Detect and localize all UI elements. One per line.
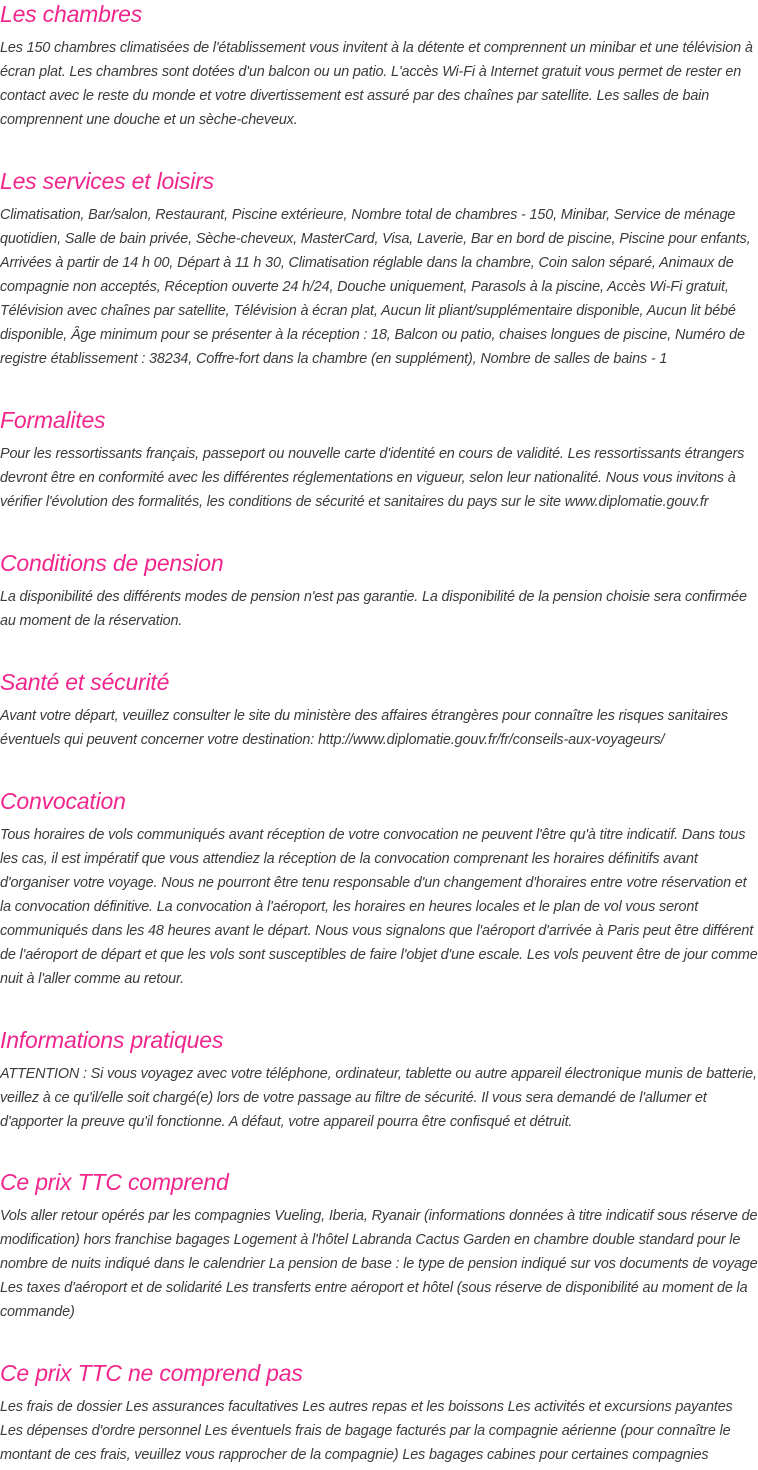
section-title-price-includes: Ce prix TTC comprend	[0, 1169, 229, 1195]
section-body-formalities: Pour les ressortissants français, passeport ou nouvelle carte d'identité en cours de validité. Les ressortissants étrangers devront être en conformité avec les différentes réglementations en vigueur, selon leur nationalité. Nous vous invitons à vérifier l'évolution des formalités, les conditions de sécurité et sanitaires du pays sur le site www.diplomatie.gouv.fr	[0, 446, 745, 510]
section-body-services: Climatisation, Bar/salon, Restaurant, Piscine extérieure, Nombre total de chambres - 150, Minibar, Service de ménage quotidien, Salle de bain privée, Sèche-cheveux, MasterCard, Visa, Laverie, Bar en bord de piscine, Piscine pour enfants, Arrivées à partir de 14 h 00, Départ à 11 h 30, Climatisation réglable dans la chambre, Coin salon séparé, Animaux de compagnie non acceptés, Réception ouverte 24 h/24, Douche uniquement, Parasols à la piscine, Accès Wi-Fi gratuit, Télévision avec chaînes par satellite, Télévision à écran plat, Aucun lit pliant/supplémentaire disponible, Aucun lit bébé disponible, Âge minimum pour se présenter à la réception : 18, Balcon ou patio, chaises longues de piscine, Numéro de registre établissement : 38234, Coffre-fort dans la chambre (en supplément), Nombre de salles de bains - 1	[0, 207, 751, 367]
section-title-rooms: Les chambres	[0, 1, 143, 27]
section-body-practical-info: ATTENTION : Si vous voyagez avec votre téléphone, ordinateur, tablette ou autre appareil électronique munis de batterie, veillez à ce qu'il/elle soit chargé(e) lors de votre passage au filtre de sécurité. Il vous sera demandé de l'allumer et d'apporter la preuve qu'il fonctionne. A défaut, votre appareil pourra être confisqué et détruit.	[0, 1066, 757, 1130]
section-services	[0, 167, 758, 371]
section-price-includes	[0, 1168, 758, 1324]
section-body-board-conditions: La disponibilité des différents modes de pension n'est pas garantie. La disponibilité de la pension choisie sera confirmée au moment de la réservation.	[0, 589, 747, 629]
section-title-price-excludes: Ce prix TTC ne comprend pas	[0, 1360, 303, 1386]
section-title-convocation: Convocation	[0, 788, 126, 814]
section-title-health-safety: Santé et sécurité	[0, 669, 170, 695]
section-body-health-safety: Avant votre départ, veuillez consulter le site du ministère des affaires étrangères pour connaître les risques sanitaires éventuels qui peuvent concerner votre destination: http://www.diplomatie.gouv.fr/fr/conseils-aux-voyageurs/	[0, 708, 728, 748]
section-title-formalities: Formalites	[0, 407, 106, 433]
section-body-price-excludes: Les frais de dossier Les assurances facultatives Les autres repas et les boissons Les activités et excursions payantes Les dépenses d'ordre personnel Les éventuels frais de bagage facturés par la compagnie aérienne (pour connaître le montant de ces frais, veuillez vous rapprocher de la compagnie) Les bagages cabines pour certaines compagnies	[0, 1399, 733, 1463]
section-health-safety	[0, 668, 758, 752]
section-rooms	[0, 0, 758, 132]
section-title-services: Les services et loisirs	[0, 168, 214, 194]
section-body-price-includes: Vols aller retour opérés par les compagnies Vueling, Iberia, Ryanair (informations données à titre indicatif sous réserve de modification) hors franchise bagages Logement à l'hôtel Labranda Cactus Garden en chambre double standard pour le nombre de nuits indiqué dans le calendrier La pension de base : le type de pension indiqué sur vos documents de voyage Les taxes d'aéroport et de solidarité Les transferts entre aéroport et hôtel (sous réserve de disponibilité au moment de la commande)	[0, 1208, 758, 1320]
section-body-rooms: Les 150 chambres climatisées de l'établissement vous invitent à la détente et comprennent un minibar et une télévision à écran plat. Les chambres sont dotées d'un balcon ou un patio. L'accès Wi-Fi à Internet gratuit vous permet de rester en contact avec le reste du monde et votre divertissement est assuré par des chaînes par satellite. Les salles de bain comprennent une douche et un sèche-cheveux.	[0, 40, 753, 128]
section-price-excludes	[0, 1359, 758, 1467]
section-body-convocation: Tous horaires de vols communiqués avant réception de votre convocation ne peuvent l'être qu'à titre indicatif. Dans tous les cas, il est impératif que vous attendiez la réception de la convocation comprenant les horaires définitifs avant d'organiser votre voyage. Nous ne pourront être tenu responsable d'un changement d'horaires entre votre réservation et la convocation définitive. La convocation à l'aéroport, les horaires en heures locales et le plan de vol vous seront communiqués dans les 48 heures avant le départ. Nous vous signalons que l'aéroport d'arrivée à Paris peut être différent de l'aéroport de départ et que les vols sont susceptibles de faire l'objet d'une escale. Les vols peuvent être de jour comme nuit à l'aller comme au retour.	[0, 827, 758, 987]
section-title-board-conditions: Conditions de pension	[0, 550, 224, 576]
section-title-practical-info: Informations pratiques	[0, 1027, 224, 1053]
section-practical-info	[0, 1026, 758, 1134]
section-convocation	[0, 787, 758, 991]
section-board-conditions	[0, 549, 758, 633]
section-formalities	[0, 406, 758, 514]
